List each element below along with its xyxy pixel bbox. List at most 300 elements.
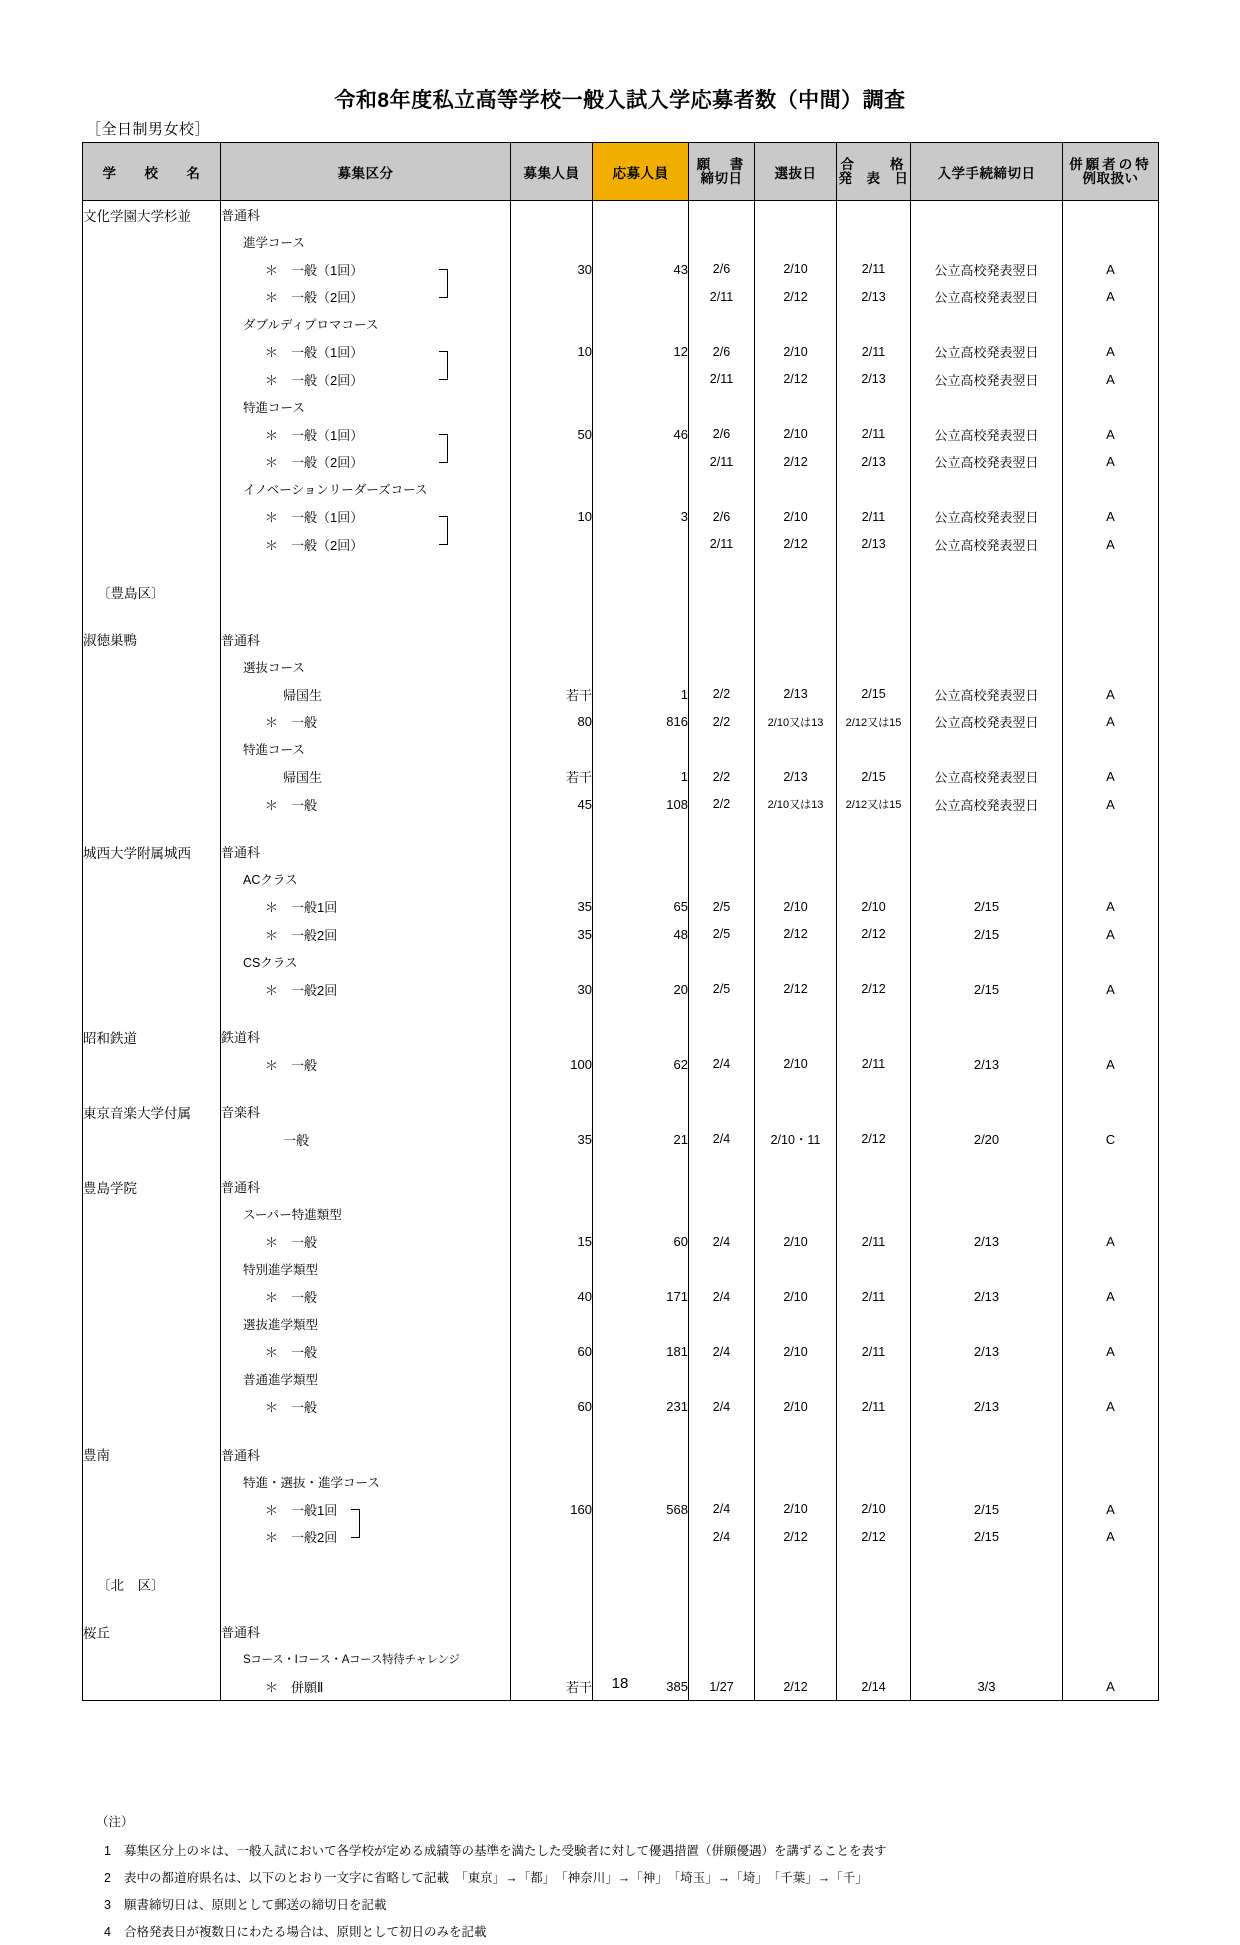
result-date-value: 2/11 [837, 421, 911, 449]
procedure-deadline-value [911, 838, 1063, 866]
division-label: ＊ 併願Ⅱ [221, 1673, 511, 1701]
selection-date-value [755, 311, 837, 339]
result-date-value: 2/11 [837, 1338, 911, 1366]
table-row [83, 311, 1159, 339]
footnote-text: 合格発表日が複数日にわたる場合は、原則として初日のみを記載 [124, 1919, 1240, 1945]
school-name: 東京音楽大学付属 [83, 1098, 221, 1126]
procedure-deadline-value: 公立高校発表翌日 [911, 448, 1063, 476]
table-row [83, 1098, 1159, 1126]
result-date-value [837, 838, 911, 866]
result-date-value: 2/12 [837, 976, 911, 1004]
division-label: 鉄道科 [221, 1023, 511, 1051]
result-date-value [837, 1618, 911, 1646]
school-name [83, 366, 221, 394]
division-label: ＊ 一般（1回） [221, 338, 511, 366]
result-date-value [837, 578, 911, 606]
header-applicants: 応募人員 [593, 143, 689, 201]
result-date-value [837, 228, 911, 256]
applicants-value [593, 866, 689, 894]
quota-value: 若干 [511, 681, 593, 709]
treatment-flag-value: A [1063, 283, 1159, 311]
result-date-value [837, 1311, 911, 1339]
quota-value [511, 476, 593, 504]
group-bracket-icon [351, 1523, 360, 1538]
division-label: ＊ 一般 [221, 708, 511, 736]
procedure-deadline-value [911, 1256, 1063, 1284]
school-name [83, 1338, 221, 1366]
treatment-flag-value: A [1063, 976, 1159, 1004]
division-label: 普通科 [221, 1441, 511, 1469]
division-label: 普通進学類型 [221, 1366, 511, 1394]
division-label: イノベーションリーダーズコース [221, 476, 511, 504]
treatment-flag-value: A [1063, 1523, 1159, 1551]
table-row [83, 366, 1159, 394]
procedure-deadline-value: 公立高校発表翌日 [911, 763, 1063, 791]
result-date-value [837, 1366, 911, 1394]
division-label: ＊ 一般（2回） [221, 448, 511, 476]
treatment-flag-value [1063, 1366, 1159, 1394]
result-date-value: 2/10 [837, 893, 911, 921]
division-label: ＊ 一般（2回） [221, 366, 511, 394]
applicants-value: 3 [593, 503, 689, 531]
table-row [83, 256, 1159, 284]
application-deadline-value: 2/6 [689, 421, 755, 449]
treatment-flag-value: A [1063, 1051, 1159, 1079]
selection-date-value [755, 736, 837, 764]
procedure-deadline-value [911, 1023, 1063, 1051]
division-label: ＊ 一般1回 [221, 893, 511, 921]
quota-value: 10 [511, 338, 593, 366]
applicants-value [593, 838, 689, 866]
school-name [83, 1228, 221, 1256]
treatment-flag-value [1063, 1571, 1159, 1599]
table-row [83, 626, 1159, 654]
treatment-flag-value: A [1063, 503, 1159, 531]
division-label: 特進コース [221, 736, 511, 764]
quota-value [511, 1468, 593, 1496]
treatment-flag-value [1063, 228, 1159, 256]
selection-date-value: 2/10又は13 [755, 791, 837, 819]
result-date-value [837, 1571, 911, 1599]
result-date-value [837, 626, 911, 654]
selection-date-value: 2/13 [755, 763, 837, 791]
treatment-flag-value [1063, 626, 1159, 654]
treatment-flag-value [1063, 201, 1159, 229]
applicants-value: 43 [593, 256, 689, 284]
result-date-value [837, 866, 911, 894]
table-row [83, 1338, 1159, 1366]
division-label: ＊ 一般（2回） [221, 531, 511, 559]
treatment-flag-value [1063, 1256, 1159, 1284]
school-name [83, 503, 221, 531]
quota-value: 15 [511, 1228, 593, 1256]
application-deadline-value: 2/4 [689, 1393, 755, 1421]
treatment-flag-value [1063, 1098, 1159, 1126]
table-row [83, 421, 1159, 449]
treatment-flag-value: A [1063, 1338, 1159, 1366]
school-name [83, 1523, 221, 1551]
quota-value: 60 [511, 1338, 593, 1366]
footnotes-list [96, 1838, 1240, 1945]
school-name [83, 1366, 221, 1394]
procedure-deadline-value [911, 1618, 1063, 1646]
application-deadline-value [689, 1023, 755, 1051]
group-bracket-icon [439, 365, 448, 380]
quota-value [511, 1173, 593, 1201]
table-row [83, 503, 1159, 531]
division-label: ＊ 一般 [221, 1393, 511, 1421]
footnote-number: 3 [96, 1892, 124, 1919]
result-date-value: 2/12又は15 [837, 708, 911, 736]
procedure-deadline-value: 2/13 [911, 1228, 1063, 1256]
division-label: ＊ 一般（1回） [221, 256, 511, 284]
result-date-value [837, 476, 911, 504]
selection-date-value: 2/12 [755, 1673, 837, 1701]
quota-value [511, 201, 593, 229]
table-row [83, 653, 1159, 681]
header-treatment-top: 併願者の特 [1063, 155, 1158, 172]
result-date-value: 2/15 [837, 763, 911, 791]
result-date-value: 2/13 [837, 366, 911, 394]
procedure-deadline-value [911, 1441, 1063, 1469]
quota-value [511, 1311, 593, 1339]
quota-value: 若干 [511, 1673, 593, 1701]
quota-value [511, 1646, 593, 1674]
application-deadline-value [689, 201, 755, 229]
selection-date-value [755, 653, 837, 681]
result-date-value [837, 1468, 911, 1496]
quota-value [511, 228, 593, 256]
treatment-flag-value: A [1063, 1283, 1159, 1311]
document-subtitle: ［全日制男女校］ [86, 118, 1240, 139]
procedure-deadline-value [911, 311, 1063, 339]
treatment-flag-value: A [1063, 448, 1159, 476]
procedure-deadline-value [911, 1646, 1063, 1674]
table-header [83, 143, 1159, 201]
selection-date-value [755, 578, 837, 606]
procedure-deadline-value: 2/15 [911, 893, 1063, 921]
applicants-value: 48 [593, 921, 689, 949]
footnote-item [96, 1919, 1240, 1945]
treatment-flag-value: A [1063, 681, 1159, 709]
application-deadline-value: 2/5 [689, 893, 755, 921]
footnote-item [96, 1892, 1240, 1919]
application-deadline-value: 2/5 [689, 976, 755, 1004]
treatment-flag-value: A [1063, 921, 1159, 949]
treatment-flag-value [1063, 1618, 1159, 1646]
group-bracket-icon [439, 530, 448, 545]
application-deadline-value [689, 1311, 755, 1339]
group-bracket-icon [439, 516, 448, 531]
table-row [83, 201, 1159, 229]
selection-date-value: 2/10 [755, 1496, 837, 1524]
treatment-flag-value [1063, 1468, 1159, 1496]
division-label: 普通科 [221, 838, 511, 866]
application-deadline-value [689, 228, 755, 256]
treatment-flag-value: A [1063, 366, 1159, 394]
treatment-flag-value [1063, 653, 1159, 681]
application-deadline-value [689, 1173, 755, 1201]
quota-value [511, 283, 593, 311]
quota-value [511, 393, 593, 421]
selection-date-value [755, 626, 837, 654]
procedure-deadline-value: 2/15 [911, 921, 1063, 949]
procedure-deadline-value [911, 736, 1063, 764]
selection-date-value [755, 1646, 837, 1674]
procedure-deadline-value: 公立高校発表翌日 [911, 338, 1063, 366]
application-deadline-value: 2/4 [689, 1523, 755, 1551]
result-date-value: 2/12 [837, 1523, 911, 1551]
procedure-deadline-value: 2/15 [911, 1523, 1063, 1551]
quota-value: 60 [511, 1393, 593, 1421]
procedure-deadline-value [911, 1201, 1063, 1229]
group-bracket-icon [439, 351, 448, 366]
quota-value: 40 [511, 1283, 593, 1311]
application-deadline-value: 2/11 [689, 283, 755, 311]
division-label: 帰国生 [221, 763, 511, 791]
selection-date-value: 2/12 [755, 921, 837, 949]
school-name: 淑徳巣鴨 [83, 626, 221, 654]
selection-date-value [755, 948, 837, 976]
application-deadline-value: 2/6 [689, 503, 755, 531]
result-date-value [837, 311, 911, 339]
result-date-value [837, 948, 911, 976]
quota-value [511, 311, 593, 339]
application-deadline-value [689, 948, 755, 976]
quota-value [511, 1618, 593, 1646]
ward-heading-row [83, 1571, 1159, 1599]
selection-date-value [755, 1023, 837, 1051]
application-deadline-value [689, 626, 755, 654]
school-name [83, 311, 221, 339]
table-row [83, 228, 1159, 256]
table-spacer-row [83, 1598, 1159, 1618]
procedure-deadline-value: 公立高校発表翌日 [911, 256, 1063, 284]
division-label: 選抜進学類型 [221, 1311, 511, 1339]
procedure-deadline-value [911, 228, 1063, 256]
selection-date-value: 2/10 [755, 1051, 837, 1079]
application-deadline-value: 2/11 [689, 366, 755, 394]
ward-label: 〔豊島区〕 [83, 578, 221, 606]
quota-value: 50 [511, 421, 593, 449]
table-row [83, 1051, 1159, 1079]
school-name [83, 1201, 221, 1229]
applicants-value [593, 1256, 689, 1284]
selection-date-value: 2/10又は13 [755, 708, 837, 736]
group-bracket-icon [439, 283, 448, 298]
table-row [83, 1523, 1159, 1551]
selection-date-value: 2/10 [755, 1283, 837, 1311]
procedure-deadline-value: 公立高校発表翌日 [911, 791, 1063, 819]
procedure-deadline-value: 公立高校発表翌日 [911, 366, 1063, 394]
result-date-value [837, 1201, 911, 1229]
application-deadline-value [689, 736, 755, 764]
treatment-flag-value: A [1063, 893, 1159, 921]
treatment-flag-value: A [1063, 763, 1159, 791]
quota-value [511, 448, 593, 476]
footnotes [96, 1809, 1240, 1945]
division-label: 普通科 [221, 201, 511, 229]
table-row [83, 921, 1159, 949]
procedure-deadline-value: 2/13 [911, 1338, 1063, 1366]
division-label: 特別進学類型 [221, 1256, 511, 1284]
selection-date-value: 2/13 [755, 681, 837, 709]
division-label: 進学コース [221, 228, 511, 256]
procedure-deadline-value [911, 1366, 1063, 1394]
table-row [83, 1618, 1159, 1646]
footnote-number: 4 [96, 1919, 124, 1945]
applicants-value [593, 531, 689, 559]
quota-value [511, 1023, 593, 1051]
quota-value [511, 1201, 593, 1229]
procedure-deadline-value [911, 393, 1063, 421]
school-name [83, 1646, 221, 1674]
result-date-value: 2/13 [837, 448, 911, 476]
quota-value: 100 [511, 1051, 593, 1079]
school-name [83, 866, 221, 894]
procedure-deadline-value [911, 626, 1063, 654]
procedure-deadline-value: 2/13 [911, 1051, 1063, 1079]
quota-value [511, 866, 593, 894]
application-deadline-value [689, 1468, 755, 1496]
application-deadline-value [689, 1571, 755, 1599]
selection-date-value [755, 866, 837, 894]
application-deadline-value: 2/4 [689, 1126, 755, 1154]
applicants-value [593, 476, 689, 504]
selection-date-value: 2/12 [755, 283, 837, 311]
table-row [83, 791, 1159, 819]
quota-value: 30 [511, 256, 593, 284]
division-label: ＊ 一般 [221, 1338, 511, 1366]
division-label: ＊ 一般（1回） [221, 503, 511, 531]
quota-value [511, 578, 593, 606]
table-row [83, 448, 1159, 476]
applicants-value [593, 1571, 689, 1599]
quota-value: 45 [511, 791, 593, 819]
division-label: 普通科 [221, 626, 511, 654]
selection-date-value [755, 1201, 837, 1229]
result-date-value: 2/10 [837, 1496, 911, 1524]
treatment-flag-value: A [1063, 708, 1159, 736]
procedure-deadline-value [911, 1311, 1063, 1339]
application-deadline-value: 2/2 [689, 681, 755, 709]
group-bracket-icon [439, 448, 448, 463]
applicants-value [593, 736, 689, 764]
applicants-value [593, 653, 689, 681]
footnotes-header: （注） [96, 1809, 1240, 1836]
result-date-value: 2/13 [837, 531, 911, 559]
application-deadline-value [689, 653, 755, 681]
table-row [83, 763, 1159, 791]
table-row [83, 736, 1159, 764]
table-spacer-row [83, 558, 1159, 578]
table-row [83, 531, 1159, 559]
application-deadline-value: 2/2 [689, 763, 755, 791]
applicants-value [593, 626, 689, 654]
application-deadline-value: 2/2 [689, 791, 755, 819]
school-name [83, 1393, 221, 1421]
table-spacer-row [83, 1551, 1159, 1571]
application-deadline-value: 2/4 [689, 1228, 755, 1256]
selection-date-value [755, 1173, 837, 1201]
division-label: 一般 [221, 1126, 511, 1154]
applicants-value [593, 1311, 689, 1339]
quota-value: 若干 [511, 763, 593, 791]
selection-date-value: 2/10 [755, 1228, 837, 1256]
footnote-number: 2 [96, 1865, 124, 1892]
quota-value [511, 1256, 593, 1284]
result-date-value [837, 653, 911, 681]
school-name: 豊島学院 [83, 1173, 221, 1201]
selection-date-value: 2/10 [755, 338, 837, 366]
selection-date-value: 2/12 [755, 448, 837, 476]
quota-value [511, 736, 593, 764]
page-title: 令和8年度私立高等学校一般入試入学応募者数（中間）調査 [0, 0, 1240, 114]
result-date-value [837, 736, 911, 764]
result-date-value: 2/11 [837, 1393, 911, 1421]
table-row [83, 1393, 1159, 1421]
applicants-value: 1 [593, 681, 689, 709]
application-deadline-value [689, 1618, 755, 1646]
school-name: 桜丘 [83, 1618, 221, 1646]
quota-value [511, 1441, 593, 1469]
division-label: ＊ 一般2回 [221, 1523, 511, 1551]
header-treatment-bottom: 例取扱い [1063, 172, 1158, 188]
table-row [83, 283, 1159, 311]
selection-date-value: 2/12 [755, 976, 837, 1004]
table-row [83, 1201, 1159, 1229]
division-label: 普通科 [221, 1618, 511, 1646]
school-name: 豊南 [83, 1441, 221, 1469]
division-label: スーパー特進類型 [221, 1201, 511, 1229]
procedure-deadline-value [911, 866, 1063, 894]
applicants-value [593, 393, 689, 421]
header-division: 募集区分 [221, 143, 511, 201]
selection-date-value [755, 1256, 837, 1284]
result-date-value [837, 1441, 911, 1469]
header-result-date [837, 143, 911, 201]
result-date-value: 2/15 [837, 681, 911, 709]
selection-date-value [755, 1098, 837, 1126]
division-label: 普通科 [221, 1173, 511, 1201]
selection-date-value: 2/12 [755, 1523, 837, 1551]
procedure-deadline-value [911, 1571, 1063, 1599]
school-name [83, 653, 221, 681]
school-name [83, 283, 221, 311]
treatment-flag-value [1063, 736, 1159, 764]
application-deadline-value [689, 311, 755, 339]
procedure-deadline-value: 公立高校発表翌日 [911, 531, 1063, 559]
school-name [83, 736, 221, 764]
school-name [83, 763, 221, 791]
treatment-flag-value [1063, 1311, 1159, 1339]
applicants-value [593, 448, 689, 476]
quota-value [511, 366, 593, 394]
treatment-flag-value [1063, 393, 1159, 421]
application-deadline-value: 2/4 [689, 1283, 755, 1311]
procedure-deadline-value: 2/13 [911, 1393, 1063, 1421]
selection-date-value: 2/10・11 [755, 1126, 837, 1154]
treatment-flag-value [1063, 578, 1159, 606]
result-date-value [837, 1256, 911, 1284]
table-row [83, 1496, 1159, 1524]
result-date-value [837, 1023, 911, 1051]
selection-date-value [755, 1618, 837, 1646]
division-label: ACクラス [221, 866, 511, 894]
result-date-value: 2/12 [837, 921, 911, 949]
division-label: ＊ 一般 [221, 1228, 511, 1256]
footnote-text: 願書締切日は、原則として郵送の締切日を記載 [124, 1892, 1240, 1919]
